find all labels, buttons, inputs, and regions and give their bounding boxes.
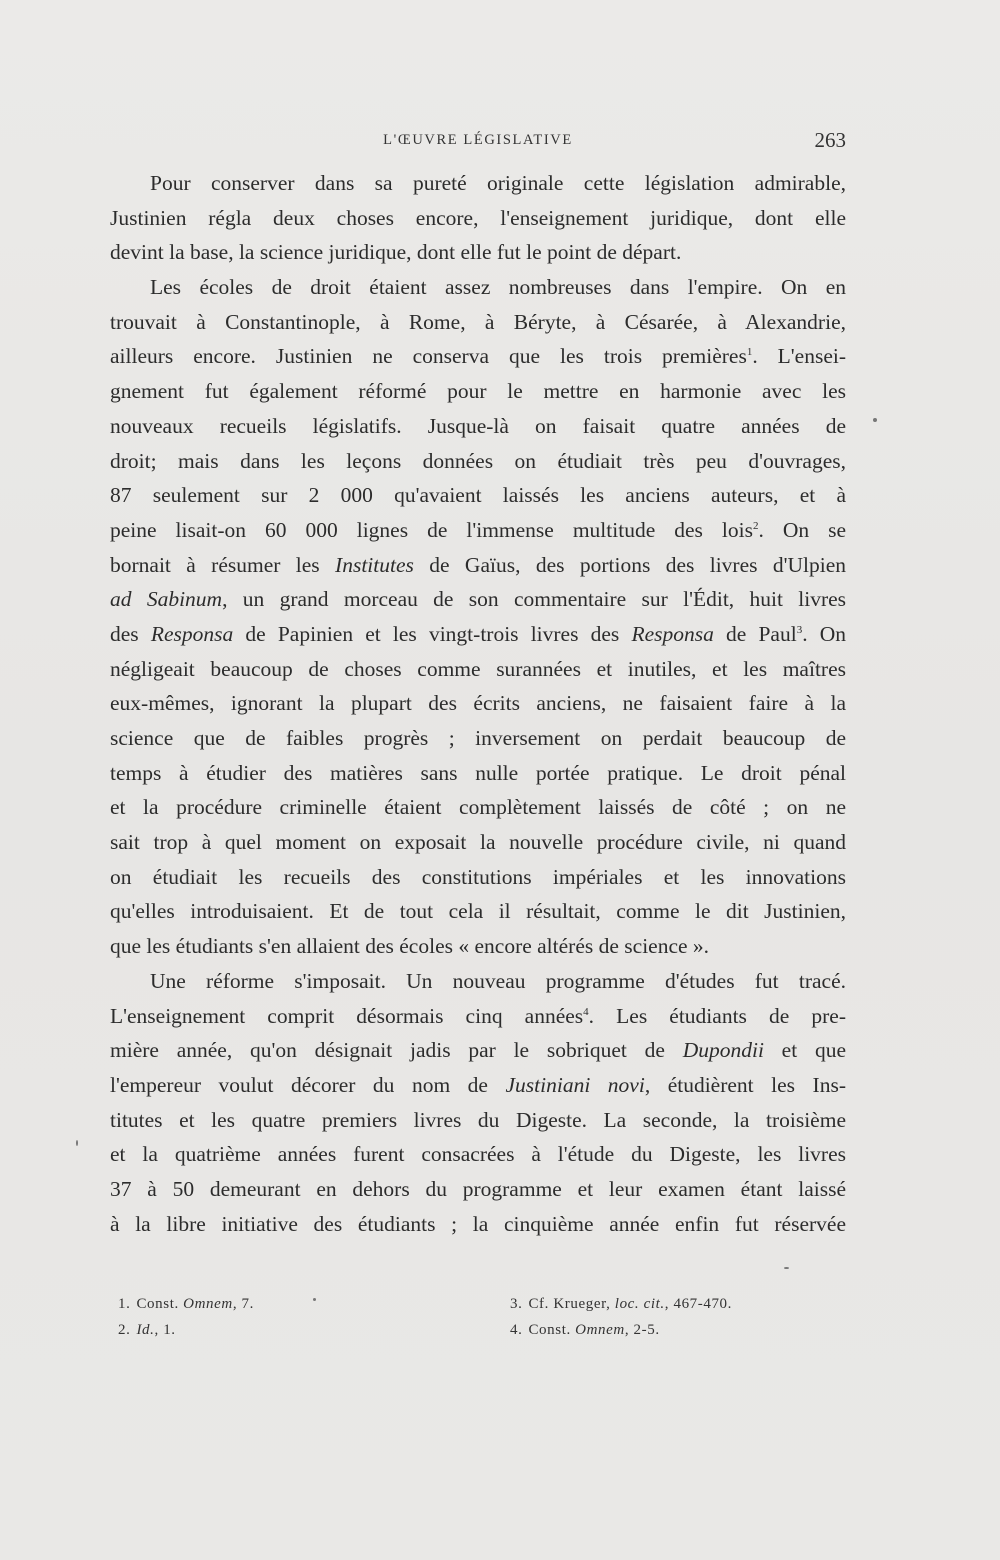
footnote-italic: Omnem [575, 1322, 625, 1338]
footnote-text: , 467-470. [664, 1296, 733, 1312]
text-segment: science que de faibles progrès ; inversement on perdait beaucoup de [110, 726, 846, 750]
text-line [110, 1137, 846, 1172]
text-segment: et la procédure criminelle étaient complètement laissés de côté ; on ne [110, 795, 846, 820]
text-segment: Les écoles de droit étaient assez nombreuses dans l'empire. On en [150, 275, 846, 300]
footnote-text: Cf. Krueger, [528, 1296, 615, 1312]
text-segment: 87 seulement sur 2 000 qu'avaient laissés les anciens auteurs, et à [110, 483, 846, 508]
text-line [110, 964, 846, 999]
scan-speck [784, 1267, 789, 1269]
body-text [110, 166, 846, 1241]
text-segment: mière année, qu'on désignait jadis par le sobriquet de [110, 1038, 683, 1063]
text-segment: que les étudiants s'en allaient des écoles « encore altérés de science ». [110, 934, 710, 959]
text-segment: devint la base, la science juridique, dont elle fut le point de départ. [110, 240, 682, 265]
text-segment: Une réforme s'imposait. Un nouveau programme d'études fut tracé. [150, 968, 846, 993]
text-segment: droit; mais dans les leçons données on étudiait très peu d'ouvrages, [110, 448, 846, 473]
text-segment: eux-mêmes, ignorant la plupart des écrits anciens, ne faisaient faire à la [110, 691, 846, 716]
footnote-number: 2. [118, 1322, 131, 1338]
text-segment: , un grand morceau de son commentaire sur l'Édit, huit livres [222, 587, 847, 612]
footnote-italic: Id. [136, 1322, 155, 1338]
text-segment: . L'ensei- [752, 344, 847, 369]
footnote-italic: Omnem [183, 1296, 233, 1312]
footnote-number: 1. [118, 1296, 131, 1312]
footnote-text: Const. [136, 1296, 184, 1312]
text-segment: qu'elles introduisaient. Et de tout cela il résultait, comme le dit Justinien, [110, 899, 846, 924]
text-segment: et la quatrième années furent consacrées à l'étude du Digeste, les livres [110, 1142, 846, 1167]
text-line [110, 756, 846, 791]
footnote-text: , 2-5. [624, 1322, 660, 1338]
footnote-2 [118, 1322, 176, 1339]
text-line [110, 894, 846, 929]
text-segment: l'empereur voulut décorer du nom de [110, 1072, 506, 1097]
text-line [110, 860, 846, 895]
text-line [110, 270, 846, 305]
text-line [110, 1033, 846, 1068]
text-line [110, 686, 846, 721]
footnote-reference: 1 [746, 346, 753, 359]
italic-text: Dupondii [682, 1038, 764, 1063]
italic-text: Responsa [150, 621, 234, 646]
footnote-italic: loc. cit. [614, 1296, 665, 1312]
text-line [110, 999, 846, 1034]
footnote-1 [118, 1296, 254, 1313]
text-segment: . On [802, 621, 846, 646]
text-line [110, 478, 846, 513]
text-segment: Justinien régla deux choses encore, l'enseignement juridique, dont elle [110, 205, 846, 230]
text-line [110, 201, 846, 236]
text-line [110, 444, 846, 479]
text-segment: peine lisait-on 60 000 lignes de l'immense multitude des lois [110, 517, 753, 542]
footnote-reference: 3 [796, 623, 803, 636]
text-line [110, 790, 846, 825]
text-segment: de Gaïus, des portions des livres d'Ulpien [413, 552, 846, 577]
text-segment: trouvait à Constantinople, à Rome, à Béryte, à Césarée, à Alexandrie, [110, 309, 846, 334]
scan-speck [873, 418, 877, 422]
footnote-4 [510, 1322, 660, 1339]
footnote-number: 4. [510, 1322, 523, 1338]
text-segment: . Les étudiants de pre- [588, 1003, 846, 1028]
text-segment: L'enseignement comprit désormais cinq années [110, 1003, 584, 1028]
text-segment: sait trop à quel moment on exposait la nouvelle procédure civile, ni quand [110, 830, 846, 855]
text-segment: bornait à résumer les [110, 552, 336, 577]
text-segment: . On se [758, 517, 846, 542]
footnote-text: , 1. [154, 1322, 176, 1338]
text-segment: de Paul [713, 621, 797, 646]
footnote-reference: 2 [752, 519, 759, 532]
italic-text: Responsa [631, 621, 714, 646]
text-line [110, 1172, 846, 1207]
text-segment: , étudièrent les Ins- [644, 1072, 846, 1097]
text-line [110, 582, 846, 617]
text-line [110, 652, 846, 687]
text-line [110, 929, 846, 964]
page-number: 263 [814, 128, 846, 152]
running-title: L'ŒUVRE LÉGISLATIVE [383, 132, 573, 148]
running-head [110, 128, 846, 156]
footnote-reference: 4 [583, 1005, 589, 1018]
text-line [110, 1207, 846, 1242]
text-segment: 37 à 50 demeurant en dehors du programme et leur examen étant laissé [110, 1176, 846, 1201]
text-segment: à la libre initiative des étudiants ; la cinquième année enfin fut réservée [110, 1211, 846, 1236]
text-segment: Pour conserver dans sa pureté originale cette législation admirable, [150, 171, 846, 195]
footnotes [118, 1296, 818, 1356]
scan-speck [76, 1140, 78, 1146]
text-segment: temps à étudier des matières sans nulle portée pratique. Le droit pénal [110, 760, 846, 785]
text-segment: nouveaux recueils législatifs. Jusque-là on faisait quatre années de [110, 413, 846, 438]
text-line [110, 825, 846, 860]
text-line [110, 235, 846, 270]
text-line [110, 305, 846, 340]
text-segment: de Papinien et les vingt-trois livres des [233, 621, 632, 646]
text-segment: on étudiait les recueils des constitutions impériales et les innovations [110, 864, 846, 889]
footnote-3 [510, 1296, 732, 1313]
italic-text: ad Sabinum [110, 587, 223, 612]
text-segment: titutes et les quatre premiers livres du Digeste. La seconde, la troisième [110, 1107, 846, 1132]
footnote-text: , 7. [232, 1296, 254, 1312]
footnote-number: 3. [510, 1296, 523, 1312]
text-line [110, 721, 846, 756]
text-segment: ailleurs encore. Justinien ne conserva que les trois premières [110, 344, 747, 369]
text-segment: négligeait beaucoup de choses comme surannées et inutiles, et les maîtres [110, 656, 846, 681]
footnote-text: Const. [528, 1322, 576, 1338]
text-line [110, 339, 846, 374]
text-line [110, 1103, 846, 1138]
text-segment: et que [763, 1038, 847, 1063]
text-line [110, 1068, 846, 1103]
text-segment: gnement fut également réformé pour le mettre en harmonie avec les [110, 379, 846, 404]
text-line [110, 617, 846, 652]
text-line [110, 166, 846, 201]
scan-speck [313, 1298, 316, 1301]
italic-text: Justiniani novi [505, 1072, 645, 1097]
italic-text: Institutes [335, 552, 414, 577]
text-segment: des [110, 621, 151, 646]
text-line [110, 513, 846, 548]
text-line [110, 409, 846, 444]
text-line [110, 548, 846, 583]
text-line [110, 374, 846, 409]
